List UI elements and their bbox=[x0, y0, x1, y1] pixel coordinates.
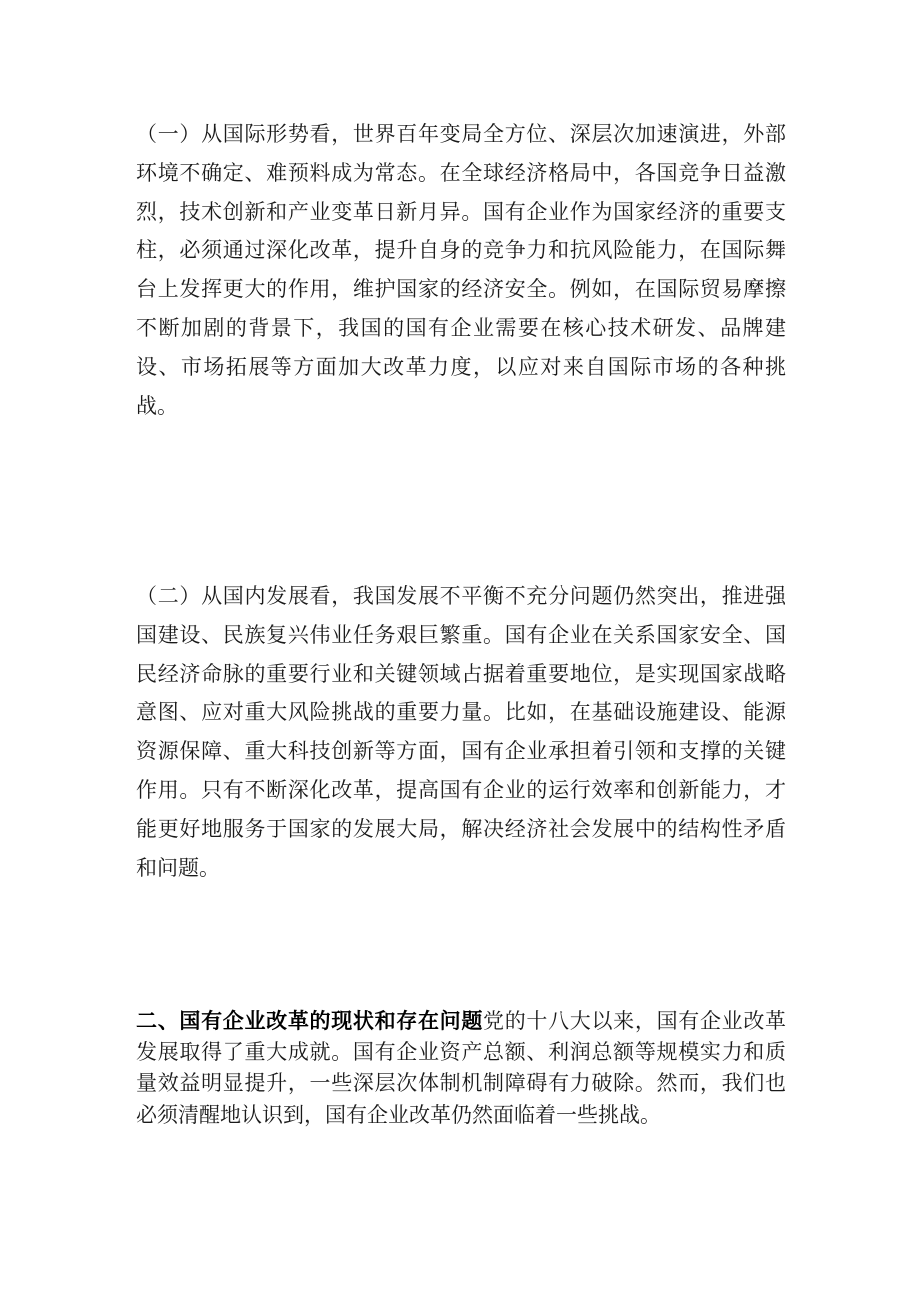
paragraph-reform-status bbox=[136, 1005, 786, 1131]
paragraph-international-situation: （一）从国际形势看，世界百年变局全方位、深层次加速演进，外部环境不确定、难预料成为常态。在全球经济格局中，各国竞争日益激烈，技术创新和产业变革日新月异。国有企业作为国家经济的重要支柱，必须通过深化改革，提升自身的竞争力和抗风险能力，在国际舞台上发挥更大的作用，维护国家的经济安全。例如，在国际贸易摩擦不断加剧的背景下，我国的国有企业需要在核心技术研发、品牌建设、市场拓展等方面加大改革力度，以应对来自国际市场的各种挑战。 bbox=[136, 122, 786, 418]
section-body-text: 党的十八大以来，国有企业改革发展取得了重大成就。国有企业资产总额、利润总额等规模实力和质量效益明显提升，一些深层次体制机制障碍有力破除。然而，我们也必须清醒地认识到，国有企业改革仍然面临着一些挑战。 bbox=[136, 1009, 787, 1127]
section-heading: 二、国有企业改革的现状和存在问题 bbox=[136, 1008, 484, 1033]
paragraph-domestic-development: （二）从国内发展看，我国发展不平衡不充分问题仍然突出，推进强国建设、民族复兴伟业任务艰巨繁重。国有企业在关系国家安全、国民经济命脉的重要行业和关键领域占据着重要地位，是实现国家战略意图、应对重大风险挑战的重要力量。比如，在基础设施建设、能源资源保障、重大科技创新等方面，国有企业承担着引领和支撑的关键作用。只有不断深化改革，提高国有企业的运行效率和创新能力，才能更好地服务于国家的发展大局，解决经济社会发展中的结构性矛盾和问题。 bbox=[136, 584, 786, 880]
